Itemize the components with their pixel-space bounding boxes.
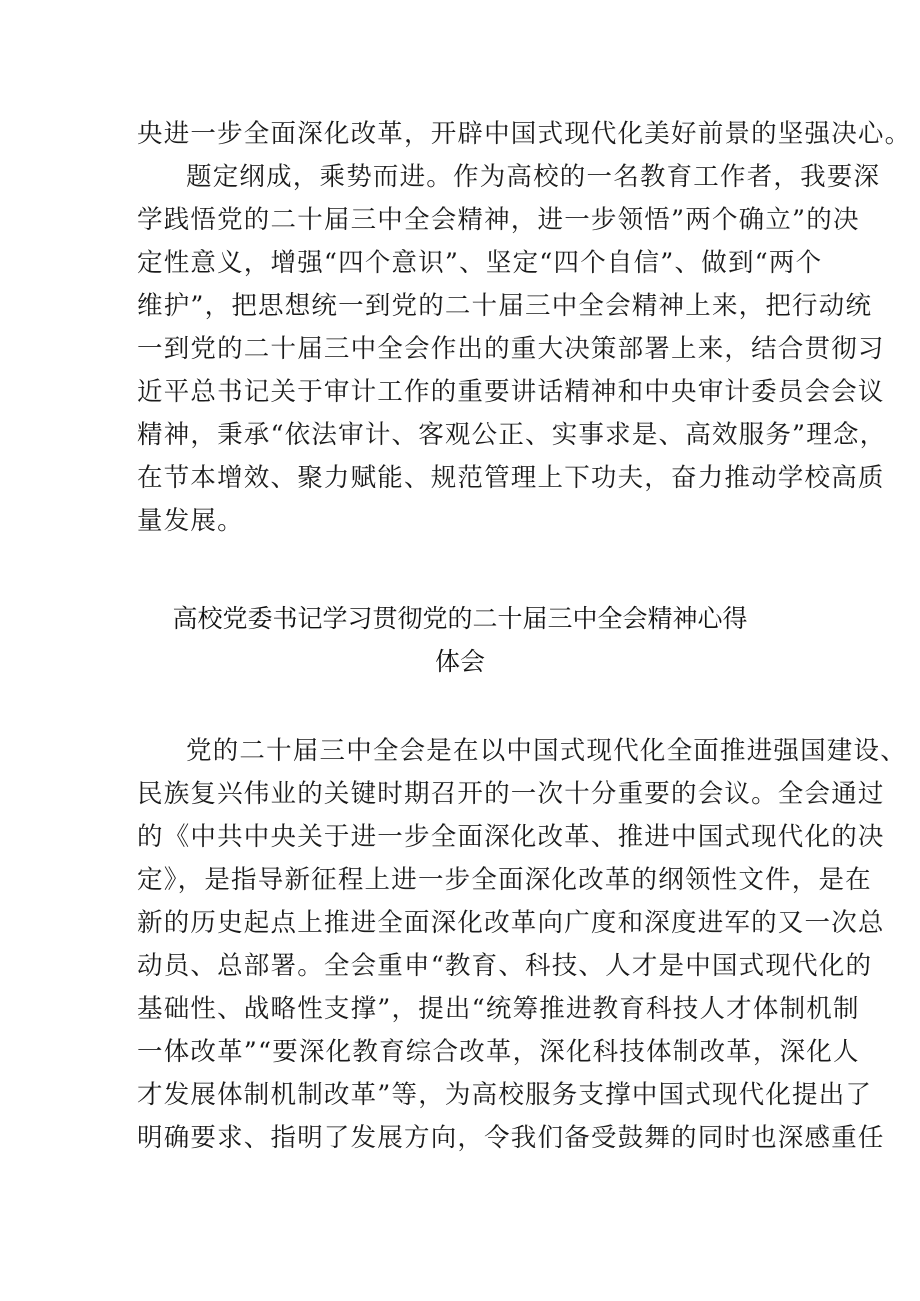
- title-line-2: 体会: [434, 647, 485, 676]
- text-line: 定性意义，增强“四个意识”、坚定“四个自信”、做到“两个: [137, 248, 823, 278]
- text-line: 才发展体制机制改革”等，为高校服务支撑中国式现代化提出了: [137, 1080, 873, 1110]
- text-line: 学践悟党的二十届三中全会精神，进一步领悟”两个确立”的决: [137, 205, 860, 235]
- text-line: 民族复兴伟业的关键时期召开的一次十分重要的会议。全会通过: [137, 779, 885, 809]
- text-line: 党的二十届三中全会是在以中国式现代化全面推进强国建设、: [186, 736, 907, 766]
- title-line-1: 高校党委书记学习贯彻党的二十届三中全会精神心得: [172, 604, 748, 633]
- text-line: 一到党的二十届三中全会作出的重大决策部署上来，结合贯彻习: [137, 334, 885, 364]
- text-line: 定》，是指导新征程上进一步全面深化改革的纲领性文件，是在: [137, 865, 872, 895]
- text-line: 一体改革”“要深化教育综合改革，深化科技体制改革，深化人: [137, 1037, 860, 1067]
- text-line: 近平总书记关于审计工作的重要讲话精神和中央审计委员会会议: [137, 377, 885, 407]
- text-line: 明确要求、指明了发展方向，令我们备受鼓舞的同时也深感重任: [137, 1123, 885, 1153]
- text-line: 在节本增效、聚力赋能、规范管理上下功夫，奋力推动学校高质: [137, 463, 885, 493]
- text-line: 动员、总部署。全会重申“教育、科技、人才是中国式现代化的: [137, 951, 873, 981]
- text-line: 央进一步全面深化改革，开辟中国式现代化美好前景的坚强决心。: [137, 119, 912, 149]
- text-line: 量发展。: [137, 506, 244, 536]
- text-line: 精神，秉承“依法审计、客观公正、实事求是、高效服务”理念，: [137, 420, 887, 450]
- text-line: 基础性、战略性支撑”，提出“统筹推进教育科技人才体制机制: [137, 994, 860, 1024]
- text-line: 题定纲成，乘势而进。作为高校的一名教育工作者，我要深: [186, 162, 881, 192]
- text-line: 的《中共中央关于进一步全面深化改革、推进中国式现代化的决: [137, 822, 885, 852]
- text-line: 新的历史起点上推进全面深化改革向广度和深度进军的又一次总: [137, 908, 885, 938]
- text-line: 维护”，把思想统一到党的二十届三中全会精神上来，把行动统: [137, 291, 873, 321]
